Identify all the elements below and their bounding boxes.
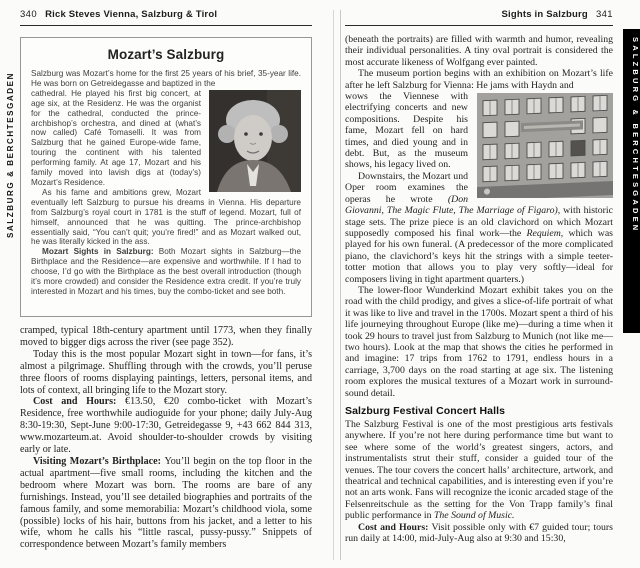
page-gutter-line (340, 10, 341, 560)
section-tab-label: SALZBURG & BERCHTESGADEN (631, 37, 640, 234)
section-tab (623, 29, 640, 333)
right-page (345, 9, 613, 563)
section-subheading: Salzburg Festival Concert Halls (345, 405, 506, 417)
sidebar-box-title: Mozart’s Salzburg (107, 47, 225, 62)
book-title: Rick Steves Vienna, Salzburg & Tirol (45, 9, 218, 20)
sidebar-paragraph: Salzburg was Mozart’s home for the first 25 years of his brief, 35-year life. He was born on Getreidegasse and baptized in the (31, 69, 301, 88)
left-page-number: 340 (20, 9, 38, 20)
body-paragraph: Today this is the most popular Mozart sight in town—for fans, it’s almost a pilgrimage. Shuffling through with the crowds, you’ll peruse three floors of rooms displaying paintings, letters, personal items, and lots of context, all bringing life to the Mozart story. (20, 348, 312, 396)
body-paragraph: Cost and Hours: €13.50, €20 combo-ticket with Mozart’s Residence, free worthwhile audioguide for your phone; daily July-Aug 8:30-19:30, Sept-June 9:00-17:30, Getreidegasse 9, +43 662 844 313, www.mozarteum.at. Avoid shoulder-to-shoulder crowds by visiting early or late. (20, 396, 312, 456)
body-paragraph: Visiting Mozart’s Birthplace: You’ll begin on the top floor in the actual apartment—five small rooms, including the kitchen and the bedroom where Mozart was born. The rooms are bare of any furnishings. Instead, you’ll see detailed biographies and portraits of the famous family, and some memorabilia: Mozart’s childhood viola, some (possible) locks of his hair, buttons from his jacket, and a letter to his wife, whom he calls his “little rascal, pussy-pussy.” Snippets of correspondence between Mozart’s family members (20, 455, 313, 551)
chapter-title: Sights in Salzburg (501, 9, 588, 20)
sidebar-paragraph: As his fame and ambitions grew, Mozart eventually left Salzburg to pursue his dreams in Vienna. His departure from Salzburg’s royal court in 1781 is the stuff of legend. Mozart, full of himself, announced that he was quitting. The prince-archbishop essentially said, “You can’t quit; you’re fired!” and as Mozart walked out, he was literally kicked in the ass. (31, 187, 301, 247)
left-page (20, 9, 312, 551)
right-page-body (345, 34, 613, 544)
body-paragraph: The lower-floor Wunderkind Mozart exhibit takes you on the road with the child prodigy, and gives a slice-of-life portrait of what it was like to live and travel in the 1700s. Mozart spent a third of his life journeying throughout Europe (like me)—during a time when it took 29 hours to travel just from Salzburg to Munich (not like me—two hours). Look at the map that shows the cities he performed in and imagine: 17 trips from 1762 to 1791, endless hours in a carriage, 3,700 days on the road starting at age six. The listening room explores the musical textures of a Mozart work in surround-sound detail. (345, 284, 613, 399)
body-paragraph-text: wows the Viennese with electrifying concerts and new compositions. Despite his fame, Mozart fell on hard times, and died young and in debt. But, as the museum shows, his legacy lived on. (345, 91, 468, 171)
young-mozart-portrait-image (209, 90, 301, 192)
sidebar-paragraph (31, 89, 301, 188)
left-page-body (20, 325, 312, 551)
right-page-number: 341 (595, 9, 613, 20)
sidebar-paragraph: Mozart Sights in Salzburg: Both Mozart sights in Salzburg—the Birthplace and the Residence—are expensive and worthwhile. If I had to choose, I’d go with the Birthplace as the best overall introduction (though it’s more crowded) and consider the Residence extra credit. If you’re truly interested in Mozart and his times, buy the combo-ticket and see both. (31, 247, 301, 296)
body-paragraph: The museum portion begins with an exhibition on Mozart’s life after he left Salzburg for Vienna: He jams with Haydn and (345, 68, 613, 91)
body-paragraph (345, 91, 613, 171)
page-gutter-line (333, 10, 334, 560)
mozarts-salzburg-sidebar-box (20, 37, 312, 317)
body-paragraph: (beneath the portraits) are filled with warmth and humor, revealing their individual personalities. A tiny oval portrait is considered the most accurate likeness of Wolfgang ever painted. (345, 34, 613, 68)
body-paragraph: cramped, typical 18th-century apartment until 1773, when they finally moved to bigger digs across the river (see page 352). (20, 325, 312, 348)
mozart-birthplace-facade-image (477, 93, 613, 198)
body-paragraph: The Salzburg Festival is one of the most prestigious arts festivals anywhere. If you’re not here during performance time but want to see where some of the world’s greatest singers, actors, and instrumentalists strut their stuff, consider a guided tour of the venues. The tour covers the concert halls’ architecture, artwork, and theatrical and technical capabilities, and is interesting even if you’re not an arts wonk. Fans will recognize the iconic arcaded stage of the Felsenreitschule as the setting for the Von Trapp family’s final public performance in The Sound of Music. (345, 419, 613, 522)
right-page-header (345, 9, 613, 26)
body-paragraph: Cost and Hours: Visit possible only with €7 guided tour; tours run daily at 14:00, mid-July-Aug also at 9:30 and 15:30, (345, 521, 613, 545)
sidebar-paragraph-text: cathedral. He played his first big concert, at age six, at the Residenz. He was the organist for the cathedral, conducted the prince-archbishop’s orchestra, and dined at (what’s now called) Café Tomaselli. It was from Salzburg that he gained Europe-wide fame, touring the continent with his talented performing family. At age 17, Mozart and his family moved into lavish digs at (today’s) Mozart’s Residence. (31, 88, 201, 187)
left-edge-section-label: SALZBURG & BERCHTESGADEN (6, 72, 15, 238)
body-paragraph: Downstairs, the Mozart und Oper room examines the operas he wrote (Don Giovanni, The Magic Flute, The Marriage of Figaro), with historic stage sets. The prize piece is an old clavichord on which Mozart supposedly composed his final work—the Requiem, which was played for his own funeral. (A predecessor of the more complicated piano, the clavichord’s keys hit the strings with a simple teeter-totter motion that allows you to play very softly—ideal for composers living in tight apartment quarters.) (345, 170, 613, 285)
left-page-header (20, 9, 312, 26)
